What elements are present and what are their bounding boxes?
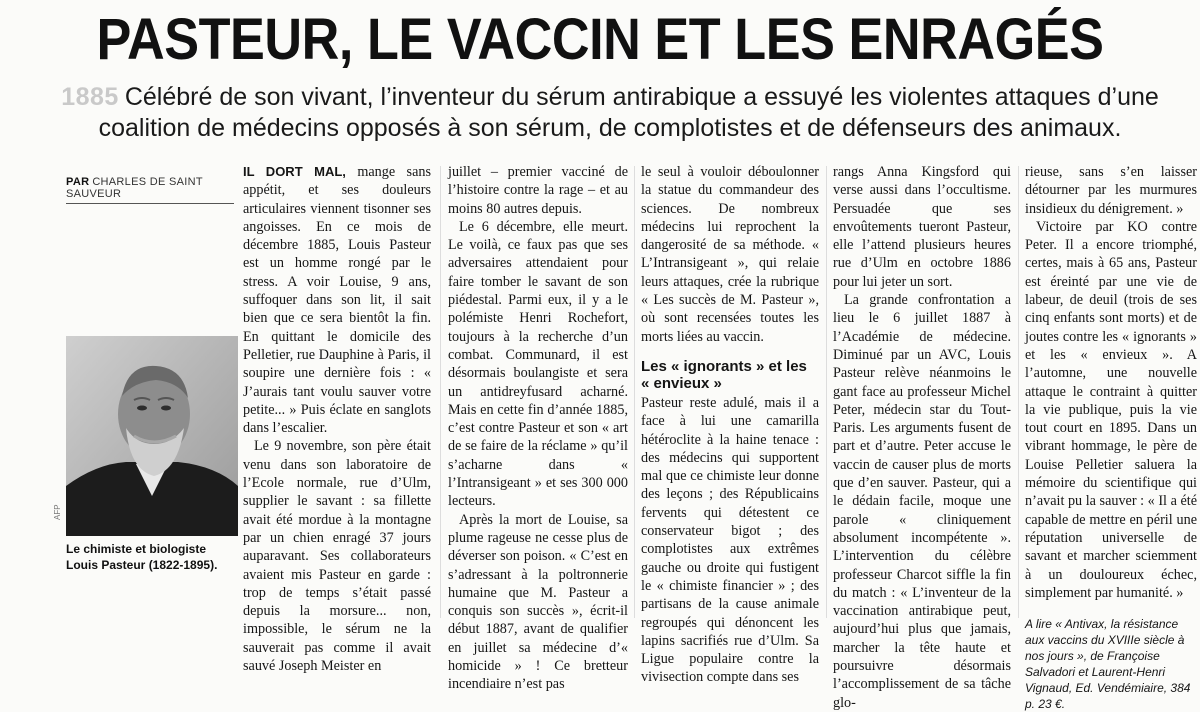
column-1 [243,163,431,675]
byline-prefix: PAR [66,176,90,188]
standfirst [30,82,1190,144]
paragraph: La grande confrontation a lieu le 6 juillet 1887 à l’Académie de médecine. Diminué par un AVC, Louis Pasteur relève néanmoins le gant face au professeur Michel Peter, médecin star du Tout-Paris. Les arguments fusent de part et d’autre. Peter accuse le vaccin de causer plus de morts que d’en sauver. Pasteur, qui a le dédain facile, moque une parole « cliniquement absolument incompétente ». L’intervention du célèbre professeur Charcot siffle la fin du match : « L’inventeur de la vaccination antirabique peut, aujourd’hui plus que jamais, marcher la tête haute et poursuivre désormais l’accomplissement de sa tâche glo- [833,292,1011,711]
column-rule [634,166,635,618]
paragraph: Le 6 décembre, elle meurt. Le voilà, ce faux pas que ses adversaires attendaient pour faire tomber le savant de son piédestal. Parmi eux, il y a le polémiste Henri Rochefort, toujours à la recherche d’un combat. Communard, il est désormais boulangiste et sera un antidreyfusard acharné. Mais en cette fin d’année 1885, c’est contre Pasteur et son « art de se faire de la réclame » qu’il s’acharne dans « l’Intransigeant » et ses 300 000 lecteurs. [448,218,628,510]
paragraph: Victoire par KO contre Peter. Il a encore triomphé, certes, mais à 65 ans, Pasteur est éreinté par une vie de labeur, de deuil (trois de ses cinq enfants sont morts) et de joutes contre les « ignorants » et les « envieux ». A l’automne, une nouvelle attaque le contraint à quitter la vie publique, puis la vie tout court en 1895. Dans un vibrant hommage, le père de Louise Pelletier saluera la mémoire du scientifique qui n’avait pu la sauver : « Il a été capable de mettre en péril une réputation universelle de savant et marcher sciemment à un douloureux échec, simplement par humanité. » [1025,218,1197,601]
photo-caption: Le chimiste et biologiste Louis Pasteur (1822-1895). [66,542,218,572]
photo-credit: AFP [53,504,62,520]
headline: PASTEUR, LE VACCIN ET LES ENRAGÉS [96,7,1104,72]
portrait-illustration [66,336,238,536]
paragraph: Après la mort de Louise, sa plume rageuse ne cesse plus de déverser son poison. « C’est en s’adressant à la poltronnerie humaine que M. Pasteur a conquis son succès », écrit-il début 1887, avant de qualifier en juillet sa médecine d’« homicide » ! Ce bretteur incendiaire n’est pas [448,511,628,693]
byline-author: CHARLES DE SAINT SAUVEUR [66,176,203,200]
column-4 [833,163,1011,711]
paragraph: juillet – premier vacciné de l’histoire contre la rage – et au moins 80 autres depuis. [448,164,628,217]
paragraph-text: mange sans appétit, et ses douleurs articulaires viennent tisonner ses angoisses. En ce mois de décembre 1885, Louis Pasteur est un homme rongé par le stress. A voir Louise, 9 ans, suffoquer dans son lit, il sait bien que ce sera bientôt la fin. En quittant le domicile des Pelletier, rue Dauphine à Paris, il soupire une dernière fois : « J’aurais tant voulu sauver votre petite... » Puis éclate en sanglots dans l’escalier. [243,164,431,437]
standfirst-text: Célébré de son vivant, l’inventeur du sérum antirabique a essuyé les violentes attaques d’une coalition de médecins opposés à son sérum, de complotistes et de défenseurs des animaux. [98,83,1159,142]
column-rule [1018,166,1019,618]
subhead: Les « ignorants » et les « envieux » [641,357,807,392]
lead-in: IL DORT MAL, [243,164,346,179]
column-2 [448,163,628,693]
column-rule [440,166,441,618]
column-5 [1025,163,1197,712]
paragraph: rieuse, sans s’en laisser détourner par les murmures insidieux du dénigrement. » [1025,164,1197,217]
book-note: A lire « Antivax, la résistance aux vaccins du XVIIIe siècle à nos jours », de Françoise Salvadori et Laurent-Henri Vignaud, Ed. Vendémiaire, 384 p. 23 €. [1025,617,1191,712]
column-rule [826,166,827,618]
column-3 [641,163,819,686]
pasteur-portrait [66,336,238,536]
year-label: 1885 [61,83,119,111]
paragraph: Le 9 novembre, son père était venu dans son laboratoire de l’Ecole normale, rue d’Ulm, supplier le savant : sa fillette avait été mordue à la montagne par un chien enragé 37 jours auparavant. Ses collaborateurs avaient mis Pasteur en garde : trop de temps s’était passé depuis la morsure... non, impossible, le sérum ne la sauverait pas comme il avait sauvé Joseph Meister en [243,438,431,675]
paragraph [243,163,431,437]
byline [66,176,234,204]
paragraph: Pasteur reste adulé, mais il a face à lui une camarilla hétéroclite à la haine tenace : des médecins qui supportent mal que ce chimiste leur donne des leçons ; des Républicains fervents qui détestent ce conservateur bigot ; des complotistes aux extrêmes gauche ou droite qui fustigent le « chimiste financier » ; des partisans de la cause animale regroupés qui dénoncent les lapins sacrifiés rue d’Ulm. Sa Ligue populaire contre la vivisection compte dans ses [641,394,819,686]
paragraph: le seul à vouloir déboulonner la statue du commandeur des sciences. De nombreux médecins lui reprochent la dangerosité de sa méthode. « L’Intransigeant », qui relaie leurs attaques, crée la rubrique « Les succès de M. Pasteur », où sont recensées toutes les morts liées au vaccin. [641,164,819,345]
paragraph: rangs Anna Kingsford qui verse aussi dans l’occultisme. Persuadée que ses envoûtements tueront Pasteur, elle l’attend plusieurs heures rue d’Ulm en octobre 1886 pour lui jeter un sort. [833,164,1011,290]
